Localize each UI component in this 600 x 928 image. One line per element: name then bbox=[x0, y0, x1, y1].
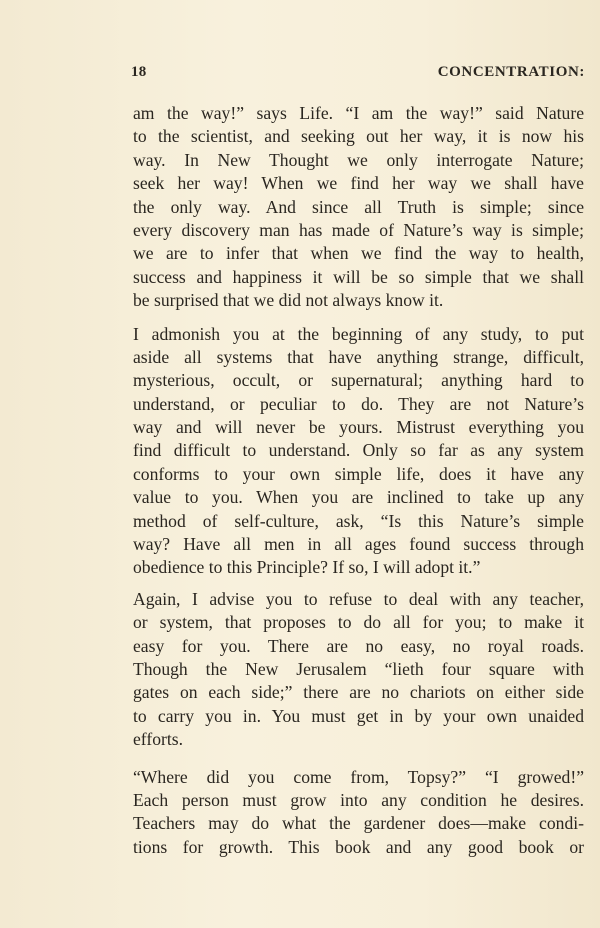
paragraph-4 bbox=[133, 766, 584, 860]
page-number: 18 bbox=[131, 64, 147, 80]
text-line: efforts. bbox=[133, 729, 183, 750]
text-line: value to you. When you are inclined to take up any bbox=[133, 487, 584, 508]
text-line: aside all systems that have anything strange, difficult, bbox=[133, 346, 584, 367]
paragraph-1 bbox=[133, 102, 584, 313]
running-head bbox=[131, 64, 585, 84]
paragraph-2 bbox=[133, 323, 584, 580]
text-line: way. In New Thought we only interrogate Nature; bbox=[133, 149, 584, 170]
text-line: gates on each side;” there are no chariots on either side bbox=[133, 682, 584, 703]
text-line: Teachers may do what the gardener does—make condi- bbox=[133, 813, 584, 834]
text-line: easy for you. There are no easy, no royal roads. bbox=[133, 635, 584, 656]
text-line: method of self-culture, ask, “Is this Nature’s simple bbox=[133, 510, 584, 531]
text-line: am the way!” says Life. “I am the way!” said Nature bbox=[133, 103, 584, 123]
text-line: seek her way! When we find her way we shall have bbox=[133, 173, 584, 194]
text-line: tions for growth. This book and any good book or bbox=[133, 836, 584, 857]
text-line: I admonish you at the beginning of any study, to put bbox=[133, 323, 584, 344]
text-line: every discovery man has made of Nature’s way is simple; bbox=[133, 219, 584, 240]
text-line: understand, or peculiar to do. They are not Nature’s bbox=[133, 393, 584, 414]
text-line: mysterious, occult, or supernatural; anything hard to bbox=[133, 370, 584, 391]
body-text bbox=[133, 102, 584, 859]
paragraph-3 bbox=[133, 588, 584, 752]
text-line: way? Have all men in all ages found success through bbox=[133, 534, 584, 555]
text-line: to the scientist, and seeking out her way, it is now his bbox=[133, 126, 584, 147]
text-line: way and will never be yours. Mistrust everything you bbox=[133, 417, 584, 438]
text-line: or system, that proposes to do all for you; to make it bbox=[133, 612, 584, 633]
text-line: Though the New Jerusalem “lieth four square with bbox=[133, 658, 584, 679]
text-line: success and happiness it will be so simple that we shall bbox=[133, 266, 584, 287]
chapter-title: CONCENTRATION: bbox=[437, 64, 585, 80]
text-line: we are to infer that when we find the way to health, bbox=[133, 243, 584, 264]
text-line: Again, I advise you to refuse to deal with any teacher, bbox=[133, 588, 584, 609]
text-line: obedience to this Principle? If so, I will adopt it.” bbox=[133, 557, 481, 578]
text-line: be surprised that we did not always know it. bbox=[133, 290, 444, 311]
text-line: find difficult to understand. Only so far as any system bbox=[133, 440, 584, 461]
text-line: conforms to your own simple life, does it have any bbox=[133, 463, 584, 484]
text-line: “Where did you come from, Topsy?” “I growed!” bbox=[133, 766, 584, 787]
text-line: Each person must grow into any condition he desires. bbox=[133, 789, 584, 810]
text-line: to carry you in. You must get in by your own unaided bbox=[133, 705, 584, 726]
text-line: the only way. And since all Truth is simple; since bbox=[133, 196, 584, 217]
